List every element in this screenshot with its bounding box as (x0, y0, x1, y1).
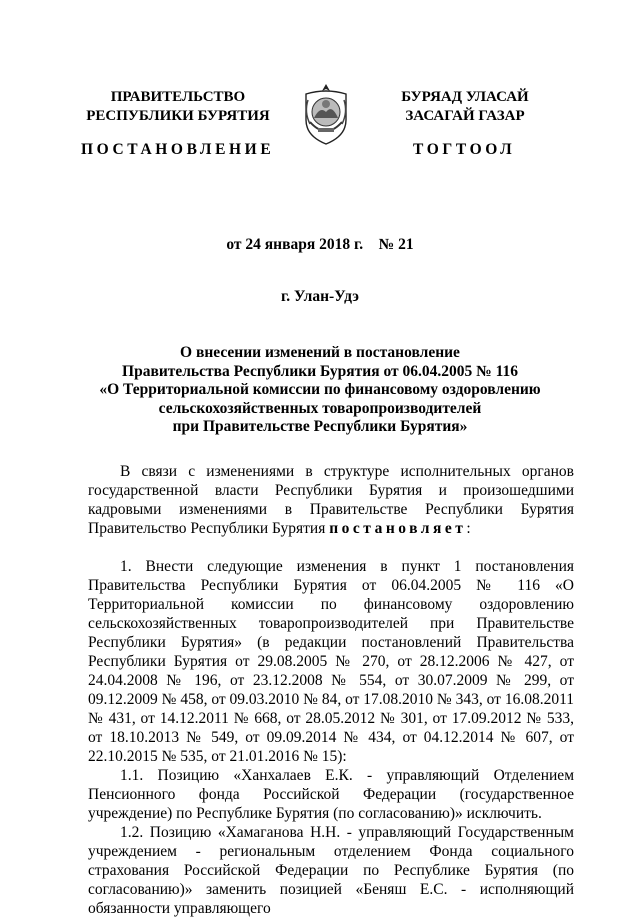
intro-colon: : (466, 520, 471, 537)
resolves-word: постановляет (329, 520, 467, 537)
document-city: г. Улан-Удэ (280, 288, 359, 305)
intro-text: В связи с изменениями в структуре исполнительных органов государственной власти Республики Бурятия и произошедшими кадровыми изменениями в Правительстве Республики Бурятия Правительство Республики Бурятия (88, 463, 574, 537)
government-name-buryat-line2: ЗАСАГАЙ ГАЗАР (405, 108, 525, 124)
title-line3: «О Территориальной комиссии по финансовому оздоровлению (99, 381, 541, 398)
title-line4: сельскохозяйственных товаропроизводителей (158, 399, 482, 417)
title-line1: О внесении изменений в постановление (180, 344, 460, 361)
title-line5: при Правительстве Республики Бурятия» (172, 418, 468, 435)
document-title (40, 344, 600, 437)
paragraph-1-2: 1.2. Позицию «Хамаганова Н.Н. - управляющий Государственным учреждением - региональным отделением Фонда социального страхования Российской Федерации по Республике Бурятия (по согласованию)» заменить позицией «Беняш Е.С. - исполняющий обязанности управляющего (88, 824, 574, 917)
paragraph-1: 1. Внести следующие изменения в пункт 1 постановления Правительства Республики Бурятия от 06.04.2005 № 116 «О Территориальной комиссии по финансовому оздоровлению сельскохозяйственных товаропроизводителей при Правительстве Республики Бурятия» (в редакции постановлений Правительства Республики Бурятия от 29.08.2005 № 270, от 28.12.2006 № 427, от 24.04.2008 № 196, от 23.12.2008 № 554, от 30.07.2009 № 299, от 09.12.2009 № 458, от 09.03.2010 № 84, от 17.08.2010 № 343, от 16.08.2011 № 431, от 14.12.2011 № 668, от 28.05.2012 № 301, от 17.09.2012 № 533, от 18.10.2013 № 549, от 09.09.2014 № 434, от 04.12.2014 № 607, от 22.10.2015 № 535, от 21.01.2016 № 15): (88, 558, 574, 765)
coat-of-arms-icon (300, 82, 352, 146)
document-body (88, 462, 574, 918)
coat-of-arms-emblem (300, 82, 352, 146)
title-line2: Правительства Республики Бурятия от 06.04.2005 № 116 (122, 362, 518, 380)
government-name-buryat-line1: БУРЯАД УЛАСАЙ (401, 89, 529, 105)
government-name-line1: ПРАВИТЕЛЬСТВО (110, 89, 246, 105)
paragraph-1-1: 1.1. Позицию «Ханхалаев Е.К. - управляющий Отделением Пенсионного фонда Российской Федерации (государственное учреждение) по Республике Бурятия (по согласованию)» исключить. (88, 767, 574, 822)
document-date-number (40, 236, 600, 254)
intro-paragraph (88, 462, 574, 538)
government-name-line2: РЕСПУБЛИКИ БУРЯТИЯ (86, 108, 270, 124)
date-text: от 24 января 2018 г. № 21 (226, 236, 414, 253)
document-type-buryat: ТОГТООЛ (413, 141, 516, 158)
government-name-buryat (360, 88, 570, 126)
government-name-russian (72, 88, 284, 126)
document-type-russian: ПОСТАНОВЛЕНИЕ (81, 141, 275, 158)
